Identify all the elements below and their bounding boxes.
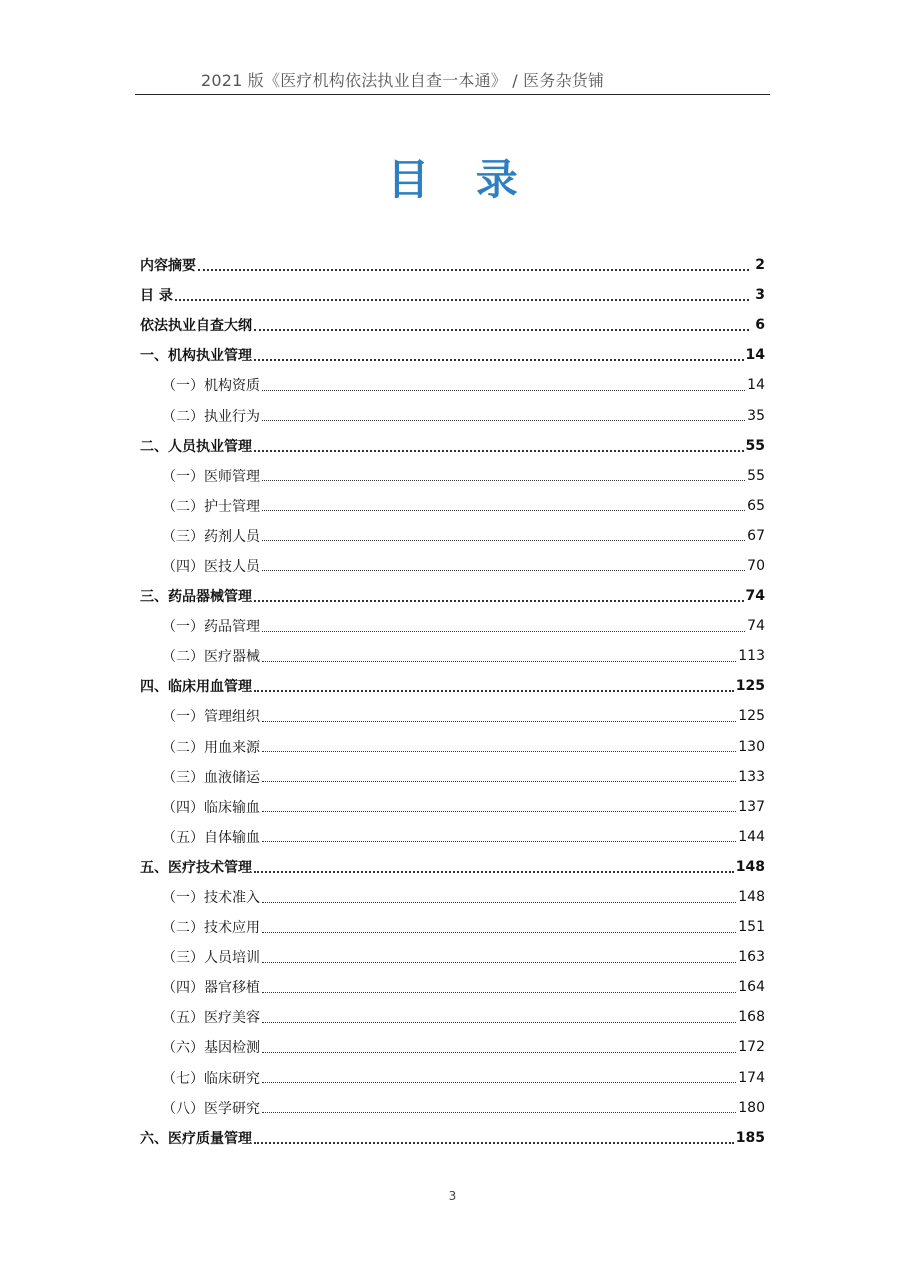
toc-section-entry[interactable]	[140, 972, 765, 1002]
toc-entry-label: （二）执业行为	[162, 408, 260, 425]
toc-entry-label: （六）基因检测	[162, 1040, 260, 1057]
toc-dot-leader	[262, 1022, 736, 1023]
toc-entry-page: 67	[747, 527, 765, 544]
toc-dot-leader	[254, 871, 734, 873]
toc-entry-page: 74	[745, 588, 765, 605]
toc-entry-label: （一）药品管理	[162, 619, 260, 636]
toc-section-entry[interactable]	[140, 1032, 765, 1062]
toc-entry-label: （二）医疗器械	[162, 649, 260, 666]
toc-section-entry[interactable]	[140, 792, 765, 822]
toc-dot-leader	[262, 390, 745, 391]
toc-dot-leader	[254, 329, 749, 331]
toc-dot-leader	[254, 450, 744, 452]
toc-entry-label: （二）用血来源	[162, 739, 260, 756]
toc-dot-leader	[175, 299, 749, 301]
toc-entry-label: （一）管理组织	[162, 709, 260, 726]
toc-dot-leader	[262, 1052, 736, 1053]
toc-entry-page: 70	[747, 557, 765, 574]
toc-entry-page: 125	[738, 708, 765, 725]
toc-dot-leader	[262, 751, 736, 752]
toc-section-entry[interactable]	[140, 641, 765, 671]
toc-entry-page: 55	[747, 467, 765, 484]
toc-section-entry[interactable]	[140, 1002, 765, 1032]
toc-section-entry[interactable]	[140, 762, 765, 792]
header-text: 2021 版《医疗机构依法执业自查一本通》 / 医务杂货铺	[201, 71, 605, 90]
toc-section-entry[interactable]	[140, 370, 765, 400]
page-header	[135, 62, 770, 95]
toc-dot-leader	[262, 721, 736, 722]
toc-entry-label: （二）护士管理	[162, 498, 260, 515]
toc-chapter-entry[interactable]	[140, 1123, 765, 1153]
toc-dot-leader	[262, 480, 745, 481]
toc-entry-label: 目 录	[140, 288, 173, 305]
toc-section-entry[interactable]	[140, 551, 765, 581]
toc-entry-page: 125	[735, 678, 765, 695]
toc-entry-page: 130	[738, 738, 765, 755]
toc-entry-page: 174	[738, 1069, 765, 1086]
toc-dot-leader	[262, 811, 736, 812]
toc-section-entry[interactable]	[140, 521, 765, 551]
toc-entry-page: 74	[747, 618, 765, 635]
toc-entry-page: 35	[747, 407, 765, 424]
toc-dot-leader	[262, 631, 745, 632]
toc-entry-page: 172	[738, 1039, 765, 1056]
toc-entry-page: 137	[738, 798, 765, 815]
toc-entry-label: 二、人员执业管理	[140, 438, 252, 455]
toc-dot-leader	[254, 600, 744, 602]
page-title: 目 录	[387, 155, 534, 204]
toc-dot-leader	[262, 570, 745, 571]
toc-dot-leader	[262, 841, 736, 842]
toc-section-entry[interactable]	[140, 701, 765, 731]
toc-section-entry[interactable]	[140, 400, 765, 430]
toc-entry-page: 55	[745, 437, 765, 454]
toc-entry-label: 三、药品器械管理	[140, 589, 252, 606]
toc-entry-label: （七）临床研究	[162, 1070, 260, 1087]
toc-dot-leader	[262, 420, 745, 421]
toc-dot-leader	[262, 1082, 736, 1083]
toc-chapter-entry[interactable]	[140, 340, 765, 370]
table-of-contents	[140, 250, 765, 1153]
toc-dot-leader	[254, 1142, 734, 1144]
toc-dot-leader	[262, 1112, 736, 1113]
toc-dot-leader	[198, 269, 749, 271]
toc-entry-label: 一、机构执业管理	[140, 348, 252, 365]
toc-section-entry[interactable]	[140, 942, 765, 972]
toc-entry-page: 14	[745, 347, 765, 364]
toc-entry-page: 65	[747, 497, 765, 514]
toc-entry-label: 六、医疗质量管理	[140, 1130, 252, 1147]
toc-entry-page: 14	[747, 377, 765, 394]
toc-entry-label: （一）医师管理	[162, 468, 260, 485]
toc-chapter-entry[interactable]	[140, 581, 765, 611]
toc-entry-label: 四、临床用血管理	[140, 679, 252, 696]
toc-section-entry[interactable]	[140, 1063, 765, 1093]
toc-entry-label: （三）药剂人员	[162, 528, 260, 545]
toc-entry-page: 151	[738, 919, 765, 936]
toc-entry-label: （四）器官移植	[162, 980, 260, 997]
toc-dot-leader	[262, 902, 736, 903]
toc-chapter-entry[interactable]	[140, 431, 765, 461]
toc-chapter-entry[interactable]	[140, 671, 765, 701]
toc-entry-label: （五）自体输血	[162, 829, 260, 846]
toc-entry-label: （三）血液储运	[162, 769, 260, 786]
toc-dot-leader	[262, 781, 736, 782]
toc-entry-page: 6	[755, 317, 765, 334]
toc-dot-leader	[262, 661, 736, 662]
toc-entry-label: 依法执业自查大纲	[140, 318, 252, 335]
toc-chapter-entry[interactable]	[140, 250, 765, 280]
toc-chapter-entry[interactable]	[140, 280, 765, 310]
toc-entry-label: （四）医技人员	[162, 558, 260, 575]
toc-entry-label: 内容摘要	[140, 258, 196, 275]
toc-chapter-entry[interactable]	[140, 310, 765, 340]
toc-section-entry[interactable]	[140, 822, 765, 852]
toc-entry-page: 148	[735, 858, 765, 875]
toc-dot-leader	[262, 962, 736, 963]
toc-entry-page: 185	[735, 1129, 765, 1146]
toc-section-entry[interactable]	[140, 732, 765, 762]
toc-dot-leader	[262, 510, 745, 511]
toc-entry-page: 2	[755, 257, 765, 274]
toc-entry-label: （五）医疗美容	[162, 1010, 260, 1027]
toc-section-entry[interactable]	[140, 912, 765, 942]
toc-entry-page: 148	[738, 889, 765, 906]
toc-entry-page: 144	[738, 828, 765, 845]
toc-section-entry[interactable]	[140, 882, 765, 912]
toc-entry-page: 180	[738, 1099, 765, 1116]
toc-entry-page: 113	[738, 648, 765, 665]
toc-dot-leader	[262, 992, 736, 993]
toc-entry-page: 3	[755, 287, 765, 304]
toc-entry-label: （二）技术应用	[162, 920, 260, 937]
toc-dot-leader	[254, 690, 734, 692]
toc-entry-page: 164	[738, 979, 765, 996]
toc-entry-page: 163	[738, 949, 765, 966]
toc-section-entry[interactable]	[140, 611, 765, 641]
page-number: 3	[448, 1189, 457, 1203]
toc-entry-label: （一）机构资质	[162, 378, 260, 395]
toc-section-entry[interactable]	[140, 1093, 765, 1123]
toc-section-entry[interactable]	[140, 491, 765, 521]
toc-entry-page: 133	[738, 768, 765, 785]
toc-dot-leader	[254, 359, 744, 361]
toc-dot-leader	[262, 932, 736, 933]
toc-chapter-entry[interactable]	[140, 852, 765, 882]
toc-dot-leader	[262, 540, 745, 541]
toc-entry-label: （一）技术准入	[162, 890, 260, 907]
toc-section-entry[interactable]	[140, 461, 765, 491]
toc-entry-label: 五、医疗技术管理	[140, 859, 252, 876]
toc-entry-page: 168	[738, 1009, 765, 1026]
toc-entry-label: （四）临床输血	[162, 799, 260, 816]
toc-entry-label: （三）人员培训	[162, 950, 260, 967]
toc-entry-label: （八）医学研究	[162, 1100, 260, 1117]
